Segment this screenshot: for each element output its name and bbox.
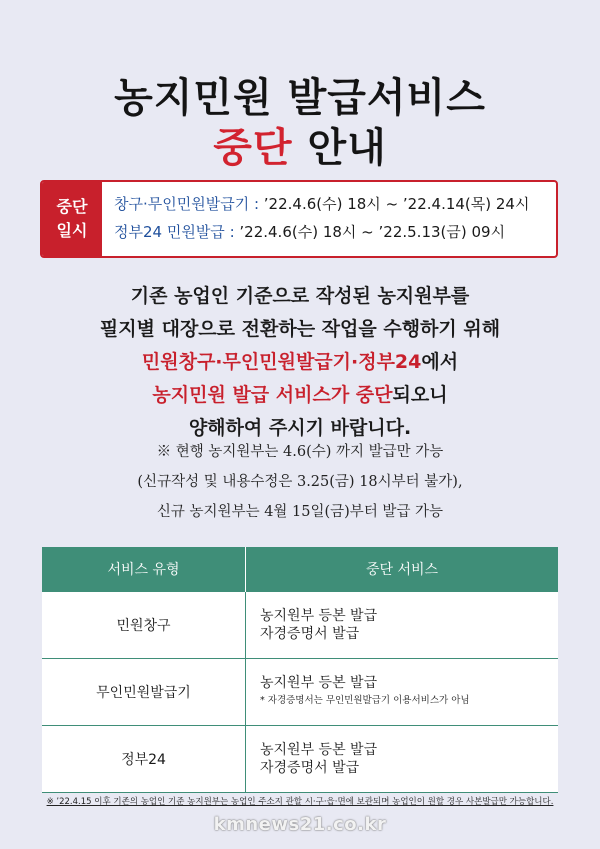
suspension-period-box [40,180,558,258]
subtitle-rest: 안내 [292,125,387,171]
body-line: 기존 농업인 기준으로 작성된 농지원부를 [130,285,470,307]
body-line [0,379,600,412]
table-row [42,592,558,659]
cell-service-type: 민원창구 [42,592,246,659]
body-highlight: 민원창구·무인민원발급기·정부24 [141,351,422,373]
service-line: 농지원부 등본 발급 [260,675,378,691]
note-line: ※ 현행 농지원부는 4.6(수) 까지 발급만 가능 [156,444,444,460]
period-row [114,190,556,218]
header-service-type: 서비스 유형 [42,547,246,592]
service-note: * 자경증명서는 무인민원발급기 이용서비스가 아님 [260,695,470,706]
note-line: (신규작성 및 내용수정은 3.25(금) 18시부터 불가), [137,474,463,490]
subtitle-highlight: 중단 [213,125,293,171]
cell-suspended-service [246,726,559,793]
body-text: 되오니 [392,384,448,406]
period-row-key: 창구·무인민원발급기 : [114,195,260,213]
cell-service-type: 무인민원발급기 [42,659,246,726]
body-line: 양해하여 주시기 바랍니다. [188,417,412,439]
note-line: 신규 농지원부는 4월 15일(금)부터 발급 가능 [156,504,444,520]
page-subtitle [0,116,600,173]
announcement-body [0,280,600,445]
notice-note [0,437,600,527]
watermark: kmnews21.co.kr [213,814,387,835]
table-header-row [42,547,558,592]
body-line: 필지별 대장으로 전환하는 작업을 수행하기 위해 [99,318,501,340]
service-line: 농지원부 등본 발급 [260,742,378,758]
period-row [114,218,556,246]
cell-suspended-service [246,659,559,726]
body-line [0,346,600,379]
header-suspended-service: 중단 서비스 [246,547,559,592]
service-line: 자경증명서 발급 [260,626,360,642]
cell-suspended-service [246,592,559,659]
period-label [42,182,102,256]
table-row [42,726,558,793]
period-row-key: 정부24 민원발급 : [114,223,235,241]
footnote: ※ ’22.4.15 이후 기존의 농업인 기준 농지원부는 농업인 주소지 관할 시·구·읍·면에 보관되며 농업인이 원할 경우 사본발급만 가능합니다. [46,797,554,807]
body-text: 에서 [421,351,459,373]
service-line: 자경증명서 발급 [260,760,360,776]
body-highlight: 농지민원 발급 서비스가 중단 [152,384,393,406]
cell-service-type: 정부24 [42,726,246,793]
period-row-value: ’22.4.6(수) 18시 ~ ’22.5.13(금) 09시 [234,223,506,241]
service-table [42,547,558,793]
period-row-value: ’22.4.6(수) 18시 ~ ’22.4.14(목) 24시 [259,195,530,213]
period-label-line1: 중단 [56,197,88,216]
period-label-line2: 일시 [56,221,88,240]
page-title: 농지민원 발급서비스 [114,75,486,121]
period-lines [102,182,556,256]
service-line: 농지원부 등본 발급 [260,608,378,624]
table-row [42,659,558,726]
